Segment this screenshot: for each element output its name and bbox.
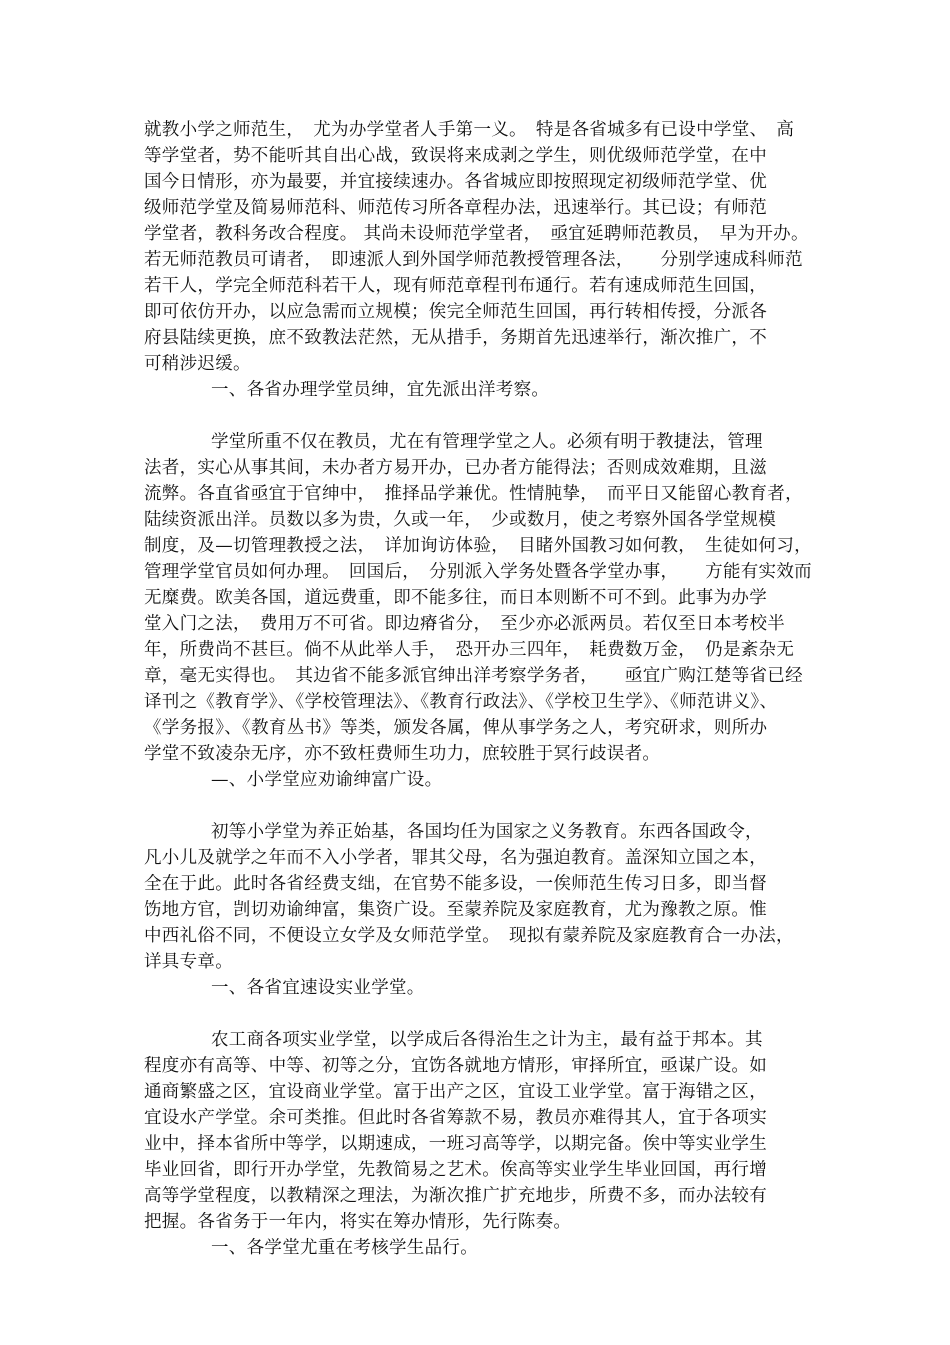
text-line: 可稍涉迟缓。 <box>144 354 251 374</box>
text-line: 凡小儿及就学之年而不入小学者，罪其父母，名为强迫教育。盖深知立国之本， <box>144 848 767 868</box>
text-line: 《学务报》、《教育丛书》等类，颁发各属，俾从事学务之人，考究研求，则所办 <box>144 718 768 738</box>
section-heading: 一、各学堂尤重在考核学生品行。 <box>211 1238 478 1258</box>
text-line: 农工商各项实业学堂，以学成后各得治生之计为主，最有益于邦本。其 <box>211 1030 763 1050</box>
text-line: 中西礼俗不同，不便设立女学及女师范学堂。 现拟有蒙养院及家庭教育合一办法， <box>144 926 794 946</box>
text-line: 堂入门之法， 费用万不可省。即边瘠省分， 至少亦必派两员。若仅至日本考校半 <box>144 614 786 634</box>
text-line: 宜设水产学堂。余可类推。但此时各省筹款不易，教员亦难得其人，宜于各项实 <box>144 1108 767 1128</box>
text-line: 若无师范教员可请者， 即速派人到外国学师范教授管理各法， 分别学速成科师范 <box>144 250 803 270</box>
text-line: 就教小学之师范生， 尤为办学堂者人手第一义。 特是各省城多有已设中学堂、 高 <box>144 120 795 140</box>
text-line: 国今日情形，亦为最要，并宜接续速办。各省城应即按照现定初级师范学堂、优 <box>144 172 767 192</box>
text-line: 学堂者，教科务改合程度。 其尚未设师范学堂者， 亟宜延聘师范教员， 早为开办。 <box>144 224 809 244</box>
text-line: 详具专章。 <box>144 952 233 972</box>
section-heading: 一、各省办理学堂员绅，宜先派出洋考察。 <box>211 380 550 400</box>
text-line: 业中，择本省所中等学，以期速成，一班习高等学，以期完备。俟中等实业学生 <box>144 1134 767 1154</box>
text-line: 流弊。各直省亟宜于官绅中， 推择品学兼优。性情肫挚， 而平日又能留心教育者， <box>144 484 803 504</box>
text-line: 即可依仿开办，以应急需而立规模；俟完全师范生回国，再行转相传授，分派各 <box>144 302 767 322</box>
section-heading: —、小学堂应劝谕绅富广设。 <box>211 770 443 790</box>
text-line: 若干人，学完全师范科若干人，现有师范章程刊布通行。若有速成师范生回国， <box>144 276 767 296</box>
text-line: 无糜费。欧美各国，道远费重，即不能多往，而日本则断不可不到。此事为办学 <box>144 588 767 608</box>
text-line: 毕业回省，即行开办学堂，先教简易之艺术。俟高等实业学生毕业回国，再行增 <box>144 1160 767 1180</box>
text-line: 级师范学堂及简易师范科、师范传习所各章程办法，迅速举行。其已设；有师范 <box>144 198 767 218</box>
text-line: 译刊之《教育学》、《学校管理法》、《教育行政法》、《学校卫生学》、《师范讲义》、 <box>144 692 778 712</box>
text-line: 初等小学堂为养正始基，各国均任为国家之义务教育。东西各国政令， <box>211 822 763 842</box>
text-line: 管理学堂官员如何办理。 回国后， 分别派入学务处暨各学堂办事， 方能有实效而 <box>144 562 812 582</box>
text-line: 通商繁盛之区，宜设商业学堂。富于出产之区，宜设工业学堂。富于海错之区， <box>144 1082 767 1102</box>
text-line: 法者，实心从事其间，未办者方易开办，已办者方能得法；否则成效难期，且滋 <box>144 458 767 478</box>
text-line: 等学堂者，势不能听其自出心战，致误将来成剥之学生，则优级师范学堂，在中 <box>144 146 767 166</box>
text-line: 把握。各省务于一年内，将实在筹办情形，先行陈奏。 <box>144 1212 572 1232</box>
text-line: 全在于此。此时各省经费支绌，在官势不能多设，一俟师范生传习日多，即当督 <box>144 874 767 894</box>
text-line: 府县陆续更换，庶不致教法茫然，无从措手，务期首先迅速举行，渐次推广，不 <box>144 328 767 348</box>
text-line: 陆续资派出洋。员数以多为贵，久或一年， 少或数月，使之考察外国各学堂规模 <box>144 510 777 530</box>
text-line: 制度，及—切管理教授之法， 详加询访体验， 目睹外国教习如何教， 生徒如何习， <box>144 536 812 556</box>
text-line: 章，毫无实得也。 其边省不能多派官绅出洋考察学务者， 亟宜广购江楚等省已经 <box>144 666 803 686</box>
text-line: 学堂不致凌杂无序，亦不致枉费师生功力，庶较胜于冥行歧误者。 <box>144 744 661 764</box>
text-line: 学堂所重不仅在教员，尤在有管理学堂之人。必须有明于教捷法，管理 <box>211 432 763 452</box>
text-line: 饬地方官，剀切劝谕绅富，集资广设。至蒙养院及家庭教育，尤为豫教之原。惟 <box>144 900 767 920</box>
text-line: 年，所费尚不甚巨。倘不从此举人手， 恐开办三四年， 耗费数万金， 仍是紊杂无 <box>144 640 795 660</box>
text-line: 程度亦有高等、中等、初等之分，宜饬各就地方情形，审择所宜，亟谋广设。如 <box>144 1056 767 1076</box>
text-line: 高等学堂程度，以教精深之理法，为渐次推广扩充地步，所费不多，而办法较有 <box>144 1186 767 1206</box>
section-heading: 一、各省宜速设实业学堂。 <box>211 978 425 998</box>
